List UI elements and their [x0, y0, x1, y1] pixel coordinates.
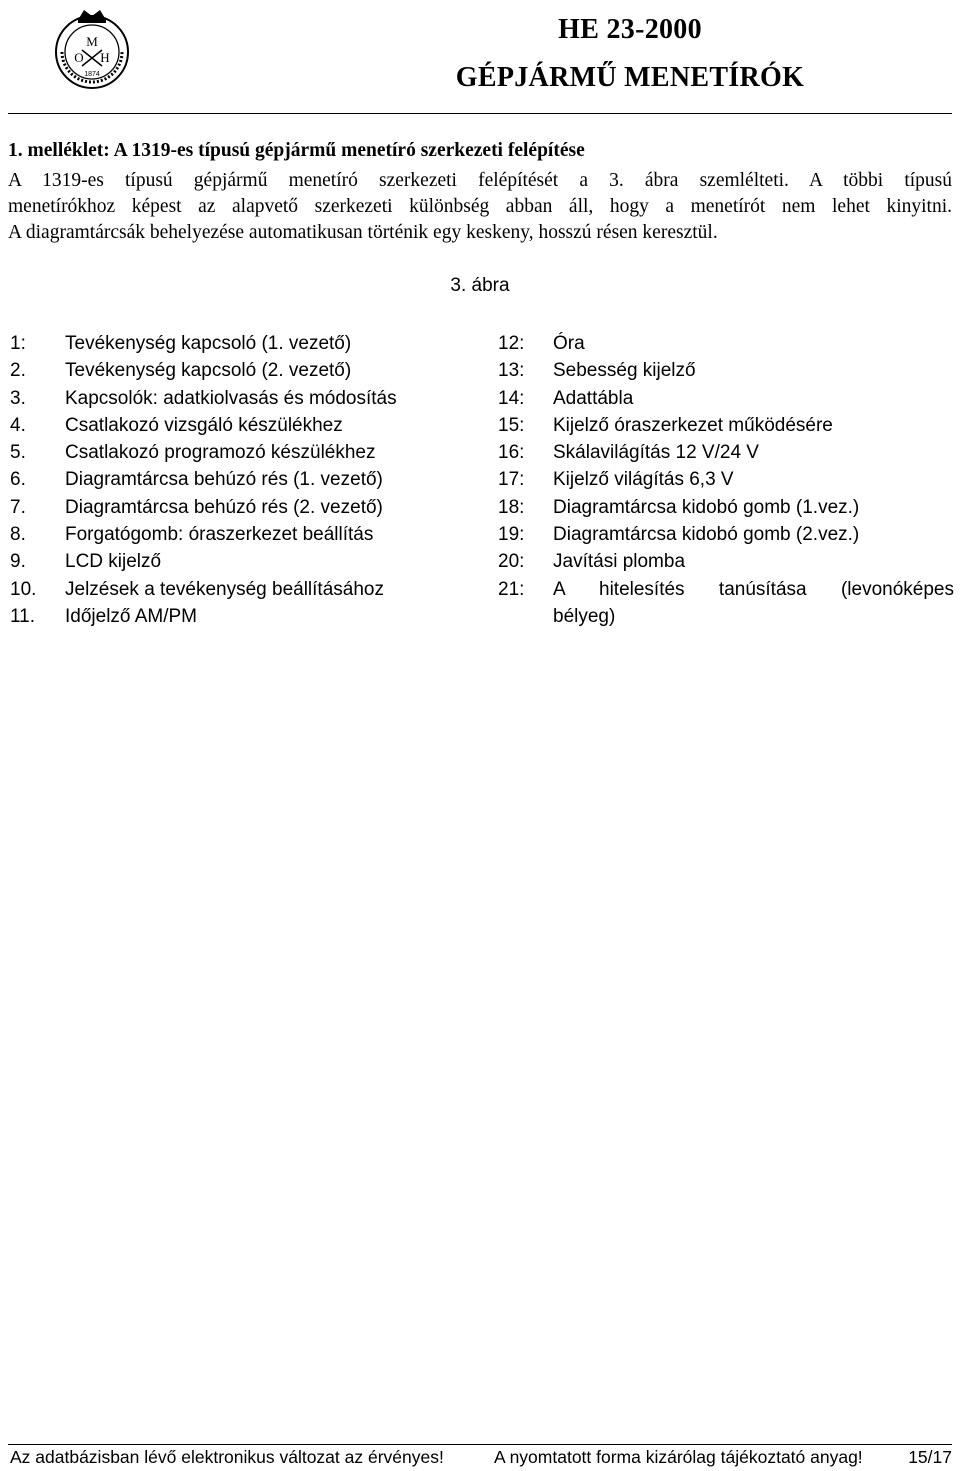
legend-text: Csatlakozó programozó készülékhez	[65, 442, 376, 464]
legend-item	[10, 521, 470, 548]
paragraph-line: menetírókhoz képest az alapvető szerkezeti különbség abban áll, hogy a menetírót nem lehet kinyitni.	[8, 196, 952, 217]
legend-item	[498, 385, 954, 412]
legend-number: 14:	[498, 387, 525, 409]
legend-item	[10, 330, 470, 357]
legend-text: A hitelesítés tanúsítása (levonóképes	[553, 578, 954, 600]
legend-number: 20:	[498, 551, 525, 573]
legend-item	[498, 357, 954, 384]
legend-text: Óra	[553, 333, 585, 354]
legend-item	[10, 412, 470, 439]
header-divider	[8, 113, 952, 114]
legend-item	[498, 412, 954, 439]
legend-text: Adattábla	[553, 387, 634, 409]
legend-item	[498, 548, 954, 575]
legend-number: 18:	[498, 496, 525, 518]
legend-number: 17:	[498, 469, 525, 491]
legend-text: Kapcsolók: adatkiolvasás és módosítás	[65, 387, 397, 409]
legend-item	[498, 439, 954, 466]
legend-item	[10, 548, 470, 575]
legend-text: Forgatógomb: óraszerkezet beállítás	[65, 524, 374, 546]
paragraph-line: A 1319-es típusú gépjármű menetíró szerkezeti felépítését a 3. ábra szemlélteti. A többi típusú	[8, 170, 952, 191]
legend-number: 1:	[10, 333, 26, 354]
omh-seal-icon	[52, 6, 132, 90]
seal-letter-o: O	[74, 50, 84, 65]
legend-number: 5.	[10, 442, 26, 464]
legend-item	[10, 439, 470, 466]
legend-left	[10, 330, 470, 630]
legend-text: Skálavilágítás 12 V/24 V	[553, 442, 759, 464]
section-paragraph	[8, 168, 952, 246]
legend-item	[498, 466, 954, 493]
legend-item	[10, 466, 470, 493]
legend-number: 9.	[10, 551, 26, 573]
legend-right	[498, 330, 954, 630]
legend-number: 15:	[498, 414, 525, 436]
footer-print-note: A nyomtatott forma kizárólag tájékoztató anyag!	[494, 1447, 863, 1467]
legend-number: 7.	[10, 496, 26, 518]
legend-text: Tevékenység kapcsoló (1. vezető)	[65, 333, 352, 354]
legend-number: 21:	[498, 578, 525, 600]
legend-number: 11.	[10, 605, 36, 627]
legend-item	[10, 357, 470, 384]
legend-number: 12:	[498, 333, 525, 354]
section-heading: 1. melléklet: A 1319-es típusú gépjármű menetíró szerkezeti felépítése	[8, 140, 585, 161]
legend-text: Jelzések a tevékenység beállításához	[65, 578, 384, 600]
legend-text: Tevékenység kapcsoló (2. vezető)	[65, 360, 352, 382]
legend-item	[10, 576, 470, 603]
paragraph-line: A diagramtárcsák behelyezése automatikusan történik egy keskeny, hosszú résen keresztül.	[8, 222, 718, 243]
legend-text: Diagramtárcsa kidobó gomb (1.vez.)	[553, 496, 860, 518]
legend-text: Javítási plomba	[553, 551, 686, 573]
footer-validity-note: Az adatbázisban lévő elektronikus változat az érvényes!	[10, 1447, 444, 1467]
legend-number: 10.	[10, 578, 37, 600]
legend-item-continuation	[498, 603, 954, 630]
legend-text: bélyeg)	[553, 605, 616, 627]
legend-text: Diagramtárcsa kidobó gomb (2.vez.)	[553, 524, 860, 546]
legend-text: Csatlakozó vizsgáló készülékhez	[65, 414, 343, 436]
legend-text: Kijelző világítás 6,3 V	[553, 469, 734, 491]
legend-item	[498, 330, 954, 357]
legend-text: Kijelző óraszerkezet működésére	[553, 414, 833, 436]
legend-text: LCD kijelző	[65, 551, 162, 573]
legend-number: 19:	[498, 524, 525, 546]
legend-number: 4.	[10, 414, 26, 436]
seal-letter-h: H	[100, 50, 110, 65]
legend-number: 16:	[498, 442, 525, 464]
legend-item	[10, 494, 470, 521]
seal-letter-m: M	[86, 34, 98, 49]
figure-caption: 3. ábra	[450, 275, 510, 296]
legend-item	[10, 385, 470, 412]
legend-number: 3.	[10, 387, 26, 409]
legend-number: 13:	[498, 360, 525, 382]
legend-text: Időjelző AM/PM	[65, 605, 197, 627]
legend-text: Diagramtárcsa behúzó rés (2. vezető)	[65, 496, 383, 518]
legend-number: 6.	[10, 469, 26, 491]
legend-text: Sebesség kijelző	[553, 360, 696, 382]
page-number: 15/17	[908, 1447, 952, 1467]
legend-item	[498, 521, 954, 548]
legend-item	[498, 576, 954, 603]
document-title: GÉPJÁRMŰ MENETÍRÓK	[455, 62, 805, 93]
legend-item	[10, 603, 470, 630]
legend-number: 2.	[10, 360, 26, 382]
seal-year: 1874	[84, 71, 100, 78]
legend-item	[498, 494, 954, 521]
legend-text: Diagramtárcsa behúzó rés (1. vezető)	[65, 469, 383, 491]
footer-divider	[8, 1444, 952, 1445]
document-code: HE 23-2000	[558, 14, 702, 45]
legend-number: 8.	[10, 524, 26, 546]
